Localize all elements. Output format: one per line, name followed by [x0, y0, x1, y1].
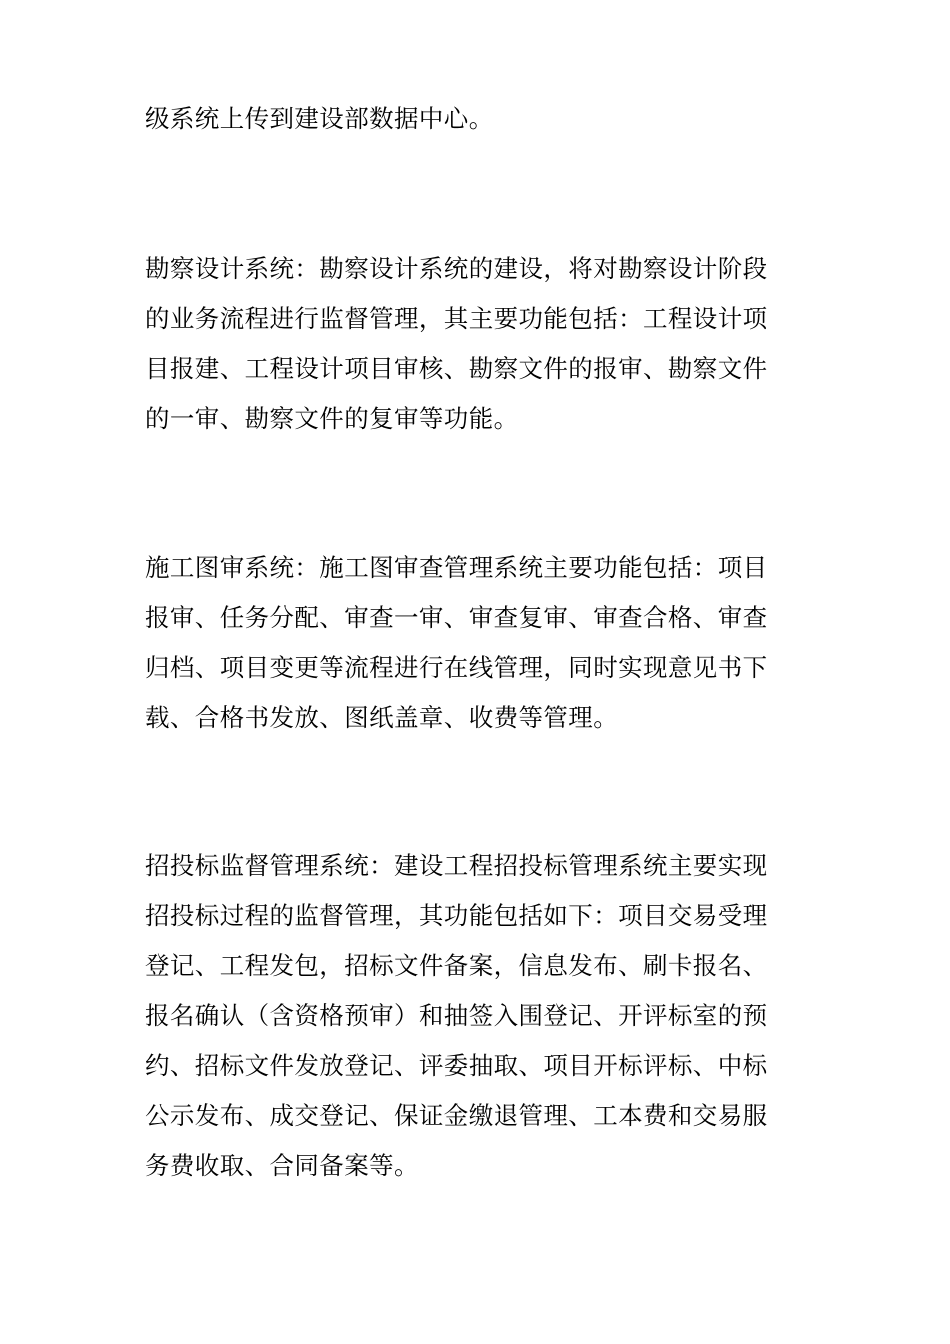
- text-line: 级系统上传到建设部数据中心。: [145, 104, 494, 133]
- paragraph-data-center-upload: [145, 94, 785, 144]
- paragraph-bidding-supervision-system: [145, 841, 785, 1191]
- text-line: 勘察设计系统：勘察设计系统的建设，将对勘察设计阶段: [145, 254, 768, 283]
- paragraph-construction-drawing-review-system: [145, 543, 785, 743]
- text-line: 招投标过程的监督管理，其功能包括如下：项目交易受理: [145, 901, 768, 930]
- text-line: 务费收取、合同备案等。: [145, 1151, 419, 1180]
- text-line: 载、合格书发放、图纸盖章、收费等管理。: [145, 703, 619, 732]
- text-line: 的业务流程进行监督管理，其主要功能包括：工程设计项: [145, 304, 768, 333]
- text-line: 公示发布、成交登记、保证金缴退管理、工本费和交易服: [145, 1101, 768, 1130]
- paragraph-survey-design-system: [145, 244, 785, 444]
- text-line: 目报建、工程设计项目审核、勘察文件的报审、勘察文件: [145, 354, 768, 383]
- text-line: 招投标监督管理系统：建设工程招投标管理系统主要实现: [145, 851, 768, 880]
- text-line: 报名确认（含资格预审）和抽签入围登记、开评标室的预: [145, 1001, 768, 1030]
- text-line: 归档、项目变更等流程进行在线管理，同时实现意见书下: [145, 653, 768, 682]
- text-line: 登记、工程发包，招标文件备案，信息发布、刷卡报名、: [145, 951, 768, 980]
- text-line: 的一审、勘察文件的复审等功能。: [145, 404, 519, 433]
- text-line: 约、招标文件发放登记、评委抽取、项目开标评标、中标: [145, 1051, 768, 1080]
- text-line: 报审、任务分配、审查一审、审查复审、审查合格、审查: [145, 603, 768, 632]
- text-line: 施工图审系统：施工图审查管理系统主要功能包括：项目: [145, 553, 768, 582]
